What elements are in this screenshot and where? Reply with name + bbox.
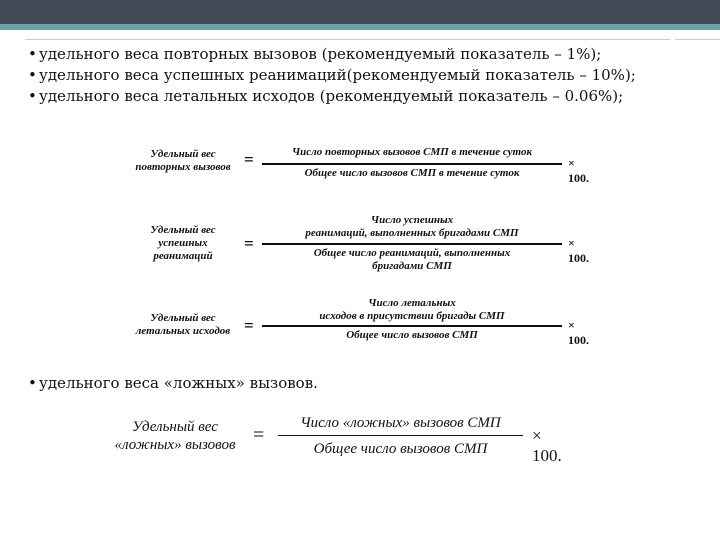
formula-lhs xyxy=(118,312,248,338)
formula-numerator-line: Число «ложных» вызовов СМП xyxy=(300,415,501,431)
formula-numerator xyxy=(262,297,562,323)
header-bar xyxy=(0,0,720,24)
title-divider-right xyxy=(675,39,720,40)
formula-lhs xyxy=(118,224,248,263)
fraction-bar xyxy=(262,243,562,245)
indicator-list xyxy=(28,44,708,107)
formula-denominator-line: Общее число вызовов СМП xyxy=(313,441,488,457)
equals-sign: = xyxy=(253,424,265,446)
formula-lhs-line: летальных исходов xyxy=(135,325,231,337)
formula-numerator-line: реанимаций, выполненных бригадами СМП xyxy=(305,227,519,239)
formula-numerator-line: Число летальных xyxy=(368,297,456,309)
header-accent-bar xyxy=(0,24,720,30)
formula-lhs-line: Удельный вес xyxy=(150,148,216,160)
formula-lhs xyxy=(100,418,250,454)
formula-lhs-line: успешных xyxy=(158,237,208,249)
formula-denominator xyxy=(262,247,562,273)
formula-numerator-line: Число повторных вызовов СМП в течение суток xyxy=(291,146,533,158)
formula-numerator xyxy=(278,414,523,432)
formula-lhs-line: Удельный вес xyxy=(150,224,216,236)
formula-numerator-line: Число успешных xyxy=(370,214,454,226)
formula-denominator xyxy=(278,440,523,458)
equals-sign: = xyxy=(244,316,254,335)
list-item-text: удельного веса успешных реанимаций(рекомендуемый показатель – 10%); xyxy=(39,66,636,84)
bullet-icon: • xyxy=(28,66,37,84)
formula-denominator-line: бригадами СМП xyxy=(372,260,452,272)
indicator-list-extra xyxy=(28,373,708,394)
formula-numerator xyxy=(262,146,562,159)
list-item-text: удельного веса летальных исходов (рекомендуемый показатель – 0.06%); xyxy=(39,87,624,105)
formula-denominator-line: Общее число реанимаций, выполненных xyxy=(313,247,511,259)
list-item xyxy=(28,86,708,107)
equals-sign: = xyxy=(244,150,254,169)
list-item xyxy=(28,373,708,394)
multiplier: × 100. xyxy=(532,426,562,465)
formula-lhs-line: повторных вызовов xyxy=(135,161,231,173)
formula-lhs xyxy=(118,148,248,174)
multiplier: × 100. xyxy=(568,318,589,347)
formula-denominator-line: Общее число вызовов СМП xyxy=(346,329,478,341)
title-divider xyxy=(25,39,670,40)
formula-numerator-line: исходов в присутствии бригады СМП xyxy=(319,310,505,322)
list-item-text: удельного веса «ложных» вызовов. xyxy=(39,374,318,392)
formula-lhs-line: «ложных» вызовов xyxy=(114,437,236,453)
formula-denominator-line: Общее число вызовов СМП в течение суток xyxy=(304,167,520,179)
list-item-text: удельного веса повторных вызовов (рекомендуемый показатель – 1%); xyxy=(39,45,602,63)
formula-denominator xyxy=(262,167,562,180)
fraction-bar xyxy=(278,435,523,436)
formula-lhs-line: Удельный вес xyxy=(150,312,216,324)
formula-lhs-line: Удельный вес xyxy=(132,419,218,435)
multiplier: × 100. xyxy=(568,156,589,185)
fraction-bar xyxy=(262,163,562,165)
bullet-icon: • xyxy=(28,374,37,392)
fraction-bar xyxy=(262,325,562,327)
list-item xyxy=(28,44,708,65)
list-item xyxy=(28,65,708,86)
bullet-icon: • xyxy=(28,87,37,105)
bullet-icon: • xyxy=(28,45,37,63)
formula-numerator xyxy=(262,214,562,240)
formula-denominator xyxy=(262,329,562,342)
formula-lhs-line: реанимаций xyxy=(153,250,213,262)
multiplier: × 100. xyxy=(568,236,589,265)
equals-sign: = xyxy=(244,234,254,253)
